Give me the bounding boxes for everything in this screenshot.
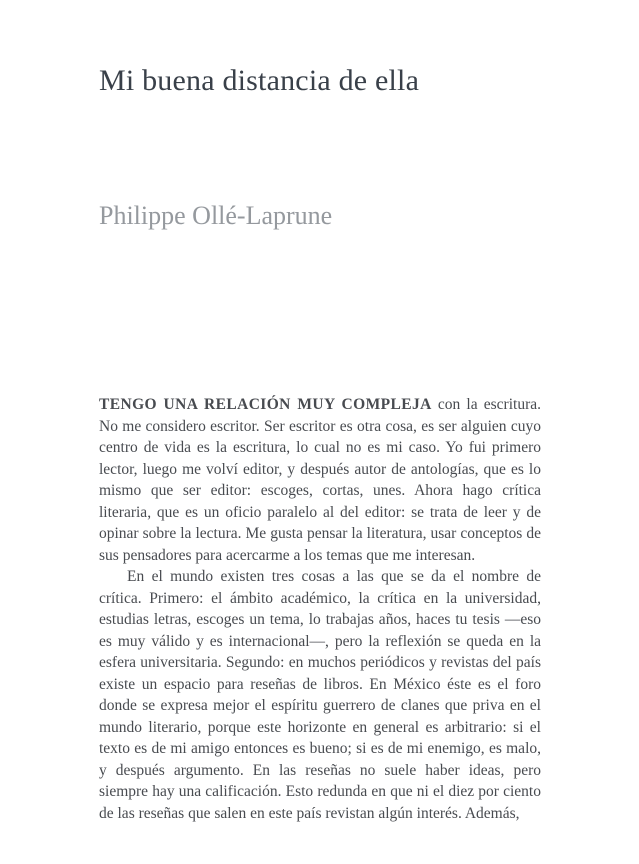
author-name: Philippe Ollé-Laprune [99,201,333,230]
paragraph-1-text: con la escritura. No me considero escritor. Ser escritor es otra cosa, es ser alguien cuyo centro de vida es la escritura, lo cual no es mi caso. Yo fui primero lector, luego me volví editor, y después autor de antologías, que es lo mismo que ser editor: escoges, cortas, unes. Ahora hago crítica literaria, que es un oficio paralelo al del editor: se trata de leer y de opinar sobre la lectura. Me gusta pensar la literatura, usar conceptos de sus pensadores para acercarme a los temas que me interesan. [99,396,541,564]
paragraph-opening-caps: TENGO UNA RELACIÓN MUY COMPLEJA [99,396,432,413]
body-text [99,394,541,824]
paragraph-1 [99,394,541,566]
paragraph-2: En el mundo existen tres cosas a las que se da el nombre de crítica. Primero: el ámbito académico, la crítica en la universidad, estudias letras, escoges un tema, lo trabajas años, haces tu tesis —eso es muy válido y es internacional—, pero la reflexión se queda en la esfera universitaria. Segundo: en muchos periódicos y revistas del país existe un espacio para reseñas de libros. En México éste es el foro donde se expresa mejor el espíritu guerrero de clanes que priva en el mundo literario, porque este horizonte en general es arbitrario: si el texto es de mi amigo entonces es bueno; si es de mi enemigo, es malo, y después argumento. En las reseñas no suele haber ideas, pero siempre hay una calificación. Esto redunda en que ni el diez por ciento de las reseñas que salen en este país revistan algún interés. Además, [99,568,541,822]
chapter-title: Mi buena distancia de ella [99,64,420,97]
